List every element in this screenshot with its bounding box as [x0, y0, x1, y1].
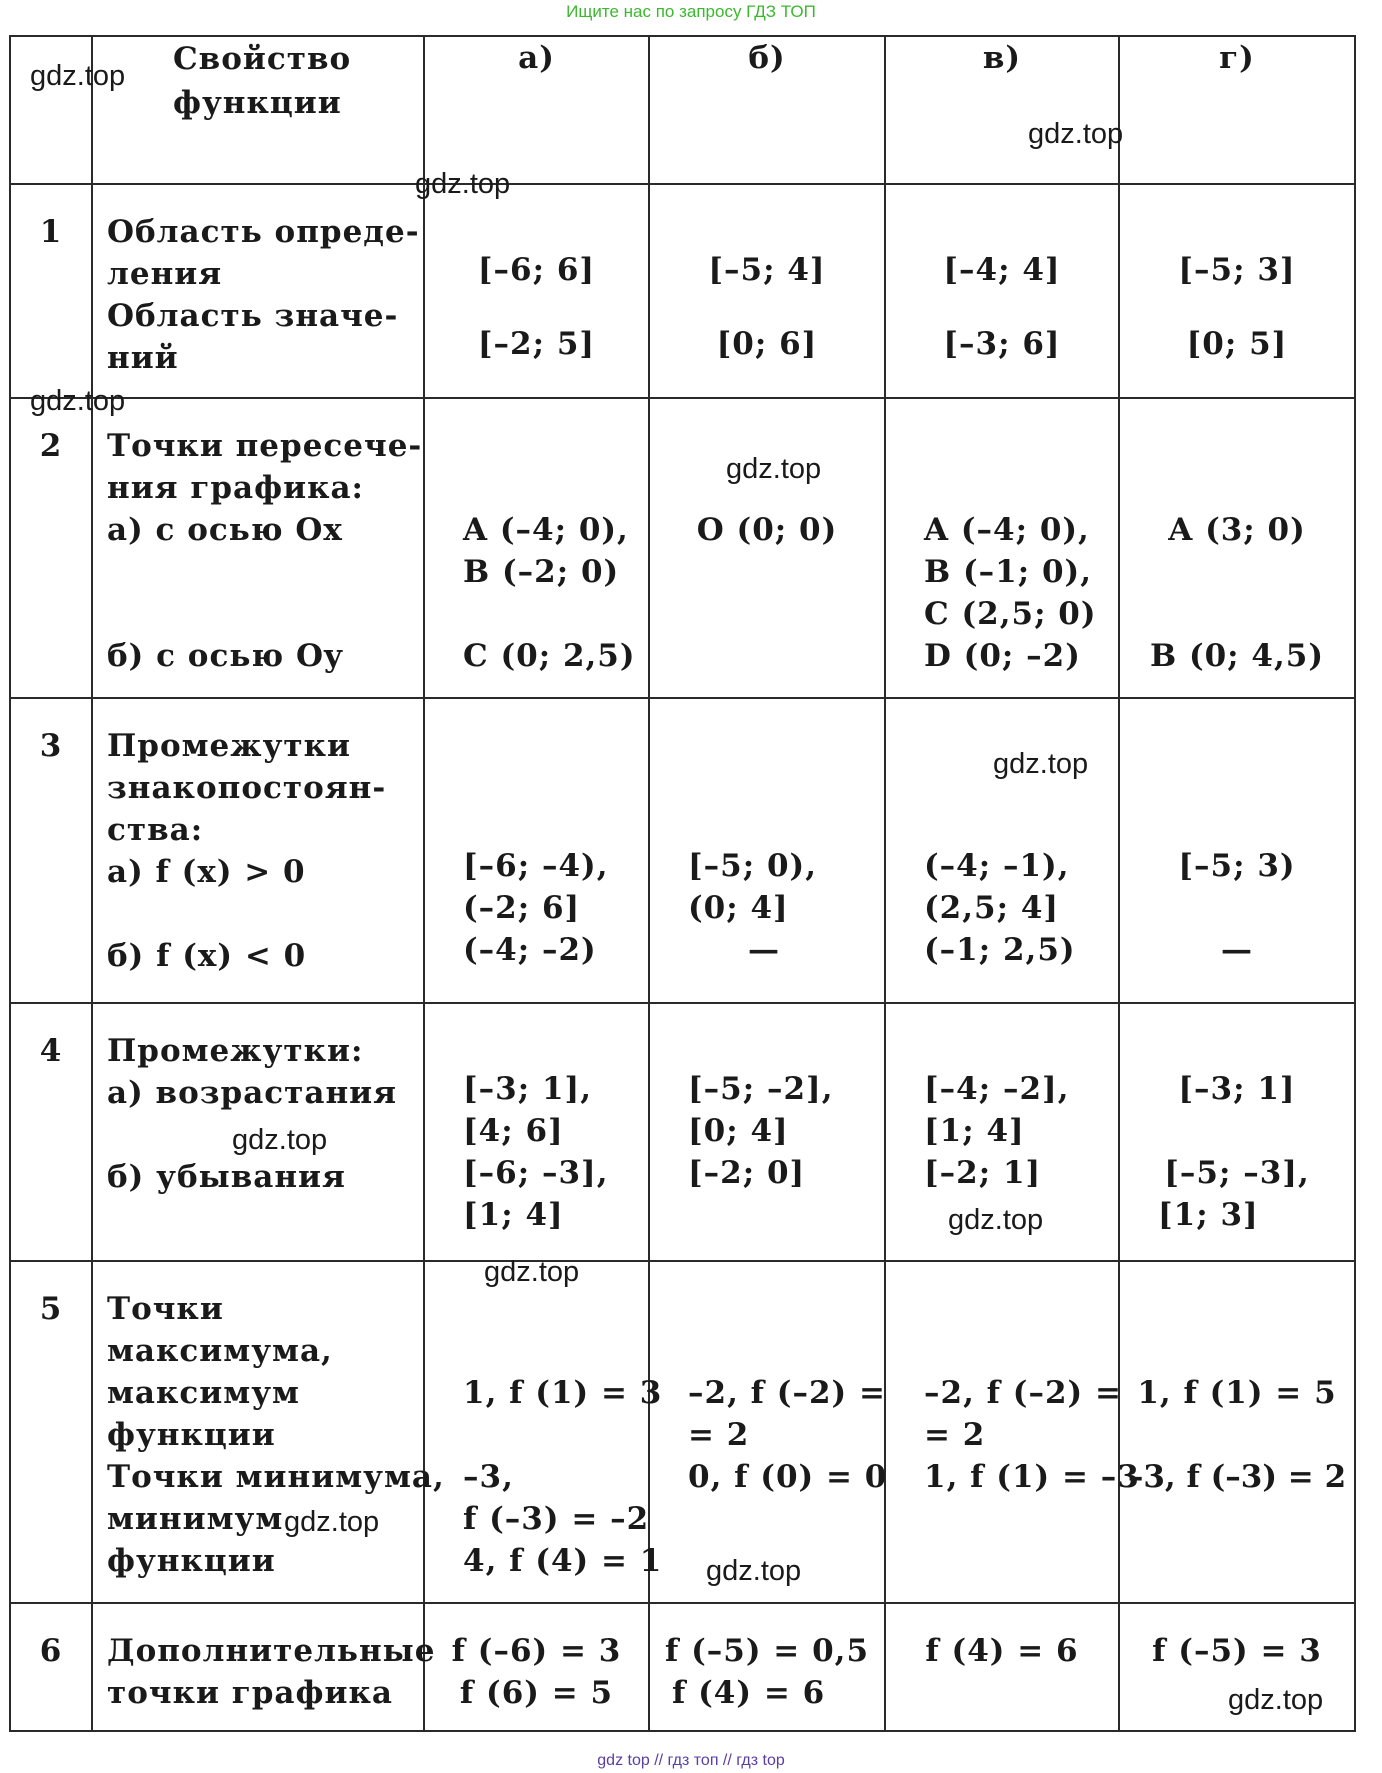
- cell-6g: f (–5) = 3: [1119, 1603, 1355, 1731]
- cell-6v: f (4) = 6: [885, 1603, 1119, 1731]
- cell-4a: [–3; 1], [4; 6] [–6; –3], [1; 4]: [424, 1003, 649, 1261]
- watermark: gdz.top: [948, 1204, 1044, 1236]
- cell-2a: A (–4; 0), B (–2; 0) C (0; 2,5): [424, 398, 649, 698]
- row-4-monotonicity: [10, 1003, 1355, 1261]
- row-number: 6: [10, 1603, 92, 1731]
- footer-links: gdz top // гдз топ // гдз top: [597, 1752, 785, 1769]
- row-label: Точки пересече- ния графика: а) с осью Ox б) с осью Oy: [92, 398, 424, 698]
- watermark: gdz.top: [706, 1555, 802, 1587]
- cell-4v: [–4; –2], [1; 4] [–2; 1]: [885, 1003, 1119, 1261]
- row-number: 4: [10, 1003, 92, 1261]
- cell-4g: [–3; 1] [–5; –3], [1; 3]: [1119, 1003, 1355, 1261]
- row-label: Точки максимума, максимум функции Точки минимума, минимум функции: [92, 1261, 424, 1603]
- top-banner: Ищите нас по запросу ГДЗ ТОП: [566, 2, 816, 21]
- watermark: gdz.top: [726, 453, 822, 485]
- row-label: Промежутки знакопостоян- ства: а) f (x) > 0 б) f (x) < 0: [92, 698, 424, 1003]
- column-g-header: г): [1119, 36, 1355, 184]
- cell-2g: A (3; 0) B (0; 4,5): [1119, 398, 1355, 698]
- row-label: Промежутки: а) возрастания б) убывания: [92, 1003, 424, 1261]
- cell-2b: O (0; 0): [649, 398, 885, 698]
- cell-6a: f (–6) = 3 f (6) = 5: [424, 1603, 649, 1731]
- watermark: gdz.top: [484, 1256, 580, 1288]
- column-b-header: б): [649, 36, 885, 184]
- cell-3a: [–6; –4), (–2; 6] (–4; –2): [424, 698, 649, 1003]
- cell-3g: [–5; 3) —: [1119, 698, 1355, 1003]
- cell-4b: [–5; –2], [0; 4] [–2; 0]: [649, 1003, 885, 1261]
- header-row: [10, 36, 1355, 184]
- watermark: gdz.top: [1228, 1684, 1324, 1716]
- row-number: 3: [10, 698, 92, 1003]
- row-label: Дополнительные точки графика: [92, 1603, 424, 1731]
- watermark: gdz.top: [30, 385, 126, 417]
- row-1-domain-range: [10, 184, 1355, 398]
- cell-5b: –2, f (–2) = = 2 0, f (0) = 0: [649, 1261, 885, 1603]
- row-2-intersections: [10, 398, 1355, 698]
- column-a-header: а): [424, 36, 649, 184]
- row-6-extra-points: [10, 1603, 1355, 1731]
- cell-3v: (–4; –1), (2,5; 4] (–1; 2,5): [885, 698, 1119, 1003]
- row-5-extrema: [10, 1261, 1355, 1603]
- cell-6b: f (–5) = 0,5 f (4) = 6: [649, 1603, 885, 1731]
- cell-5a: 1, f (1) = 3 –3, f (–3) = –2 4, f (4) = 1: [424, 1261, 649, 1603]
- watermark: gdz.top: [415, 168, 511, 200]
- watermark: gdz.top: [284, 1506, 380, 1538]
- cell-2v: A (–4; 0), B (–1; 0), C (2,5; 0) D (0; –2): [885, 398, 1119, 698]
- cell-1b: [–5; 4] [0; 6]: [649, 184, 885, 398]
- row-number: 1: [10, 184, 92, 398]
- header-corner: [10, 36, 92, 184]
- column-v-header: в): [885, 36, 1119, 184]
- cell-5v: –2, f (–2) = = 2 1, f (1) = –3: [885, 1261, 1119, 1603]
- cell-1a: [–6; 6] [–2; 5]: [424, 184, 649, 398]
- row-number: 2: [10, 398, 92, 698]
- cell-5g: 1, f (1) = 5 –3, f (–3) = 2: [1119, 1261, 1355, 1603]
- cell-3b: [–5; 0), (0; 4] —: [649, 698, 885, 1003]
- watermark: gdz.top: [30, 60, 126, 92]
- watermark: gdz.top: [232, 1124, 328, 1156]
- watermark: gdz.top: [1028, 118, 1124, 150]
- row-number: 5: [10, 1261, 92, 1603]
- row-3-sign-intervals: [10, 698, 1355, 1003]
- row-label: Область опреде- ления Область значе- ний: [92, 184, 424, 398]
- function-properties-table: [9, 35, 1356, 1732]
- property-header: Свойство функции: [92, 36, 424, 184]
- cell-1v: [–4; 4] [–3; 6]: [885, 184, 1119, 398]
- cell-1g: [–5; 3] [0; 5]: [1119, 184, 1355, 398]
- watermark: gdz.top: [993, 748, 1089, 780]
